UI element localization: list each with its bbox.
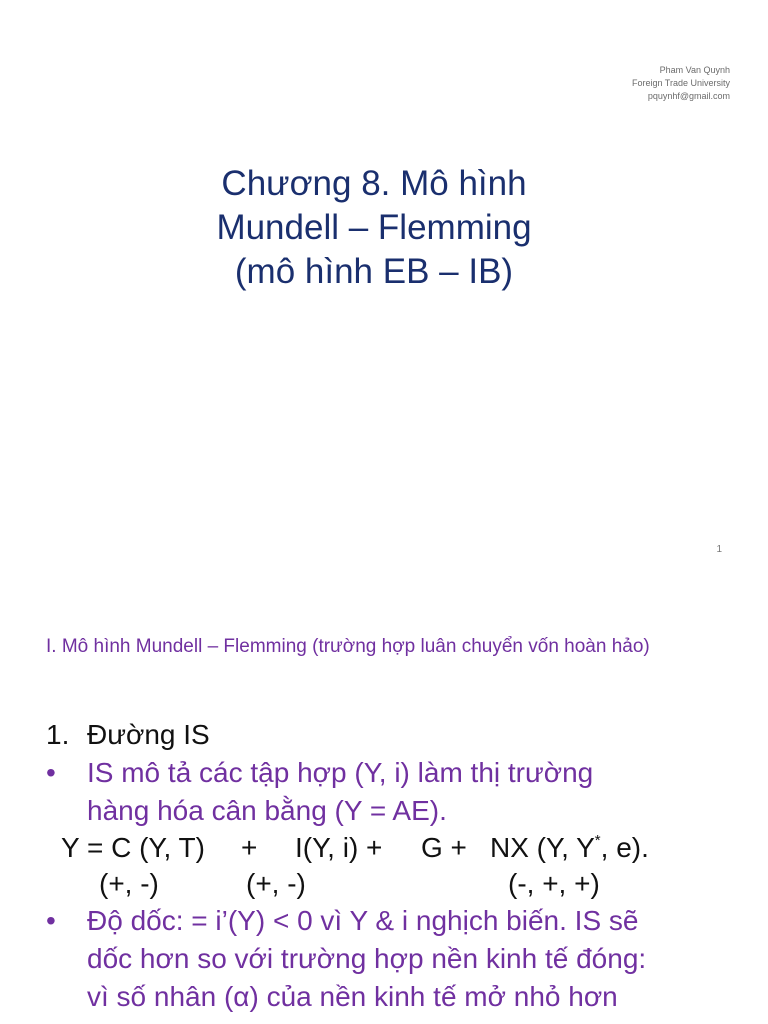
equation-nx-start: NX (Y, Y: [490, 832, 595, 863]
author-affiliation: Foreign Trade University: [631, 78, 730, 88]
equation-g-term: G +: [421, 832, 467, 863]
bullet-line: Độ dốc: = i’(Y) < 0 vì Y & i nghịch biến. IS sẽ: [87, 905, 639, 936]
bullet-line: vì số nhân (α) của nền kinh tế mở nhỏ hơn: [87, 981, 618, 1012]
sign-line: [46, 866, 736, 902]
bullet-line: dốc hơn so với trường hợp nền kinh tế đóng:: [87, 943, 647, 974]
bullet-item: [46, 902, 736, 1016]
slide-title: [0, 162, 748, 294]
subsection-heading: [46, 716, 736, 754]
equation-nx-end: , e).: [600, 832, 649, 863]
heading-number: 1.: [46, 719, 70, 750]
bullet-item: [46, 754, 736, 830]
title-line: Chương 8. Mô hình: [221, 164, 527, 203]
title-line: Mundell – Flemming: [216, 208, 532, 247]
equation-nx-superscript: *: [594, 832, 601, 849]
equation-y-term: Y = C (Y, T): [61, 832, 205, 863]
bullet-marker: •: [46, 905, 56, 936]
bullet-marker: •: [46, 757, 56, 788]
equation-nx-term: [490, 830, 649, 866]
equation-plus: +: [241, 832, 258, 863]
title-line: (mô hình EB – IB): [234, 252, 514, 291]
equation-i-term: I(Y, i) +: [295, 832, 383, 863]
section-title: I. Mô hình Mundell – Flemming (trường hợp luân chuyển vốn hoàn hảo): [46, 636, 650, 657]
author-email: pquynhf@gmail.com: [647, 91, 730, 101]
slide-content: [46, 716, 736, 1016]
sign-c: (+, -): [99, 868, 159, 899]
author-name: Pham Van Quynh: [659, 65, 730, 75]
sign-i: (+, -): [246, 868, 306, 899]
heading-text: Đường IS: [87, 719, 210, 750]
sign-nx: (-, +, +): [508, 868, 600, 899]
bullet-line: hàng hóa cân bằng (Y = AE).: [87, 795, 447, 826]
author-info: [632, 64, 730, 103]
content-slide: [0, 576, 768, 1024]
page-number: 1: [716, 544, 722, 555]
equation-line: [46, 830, 736, 866]
bullet-line: IS mô tả các tập hợp (Y, i) làm thị trường: [87, 757, 594, 788]
